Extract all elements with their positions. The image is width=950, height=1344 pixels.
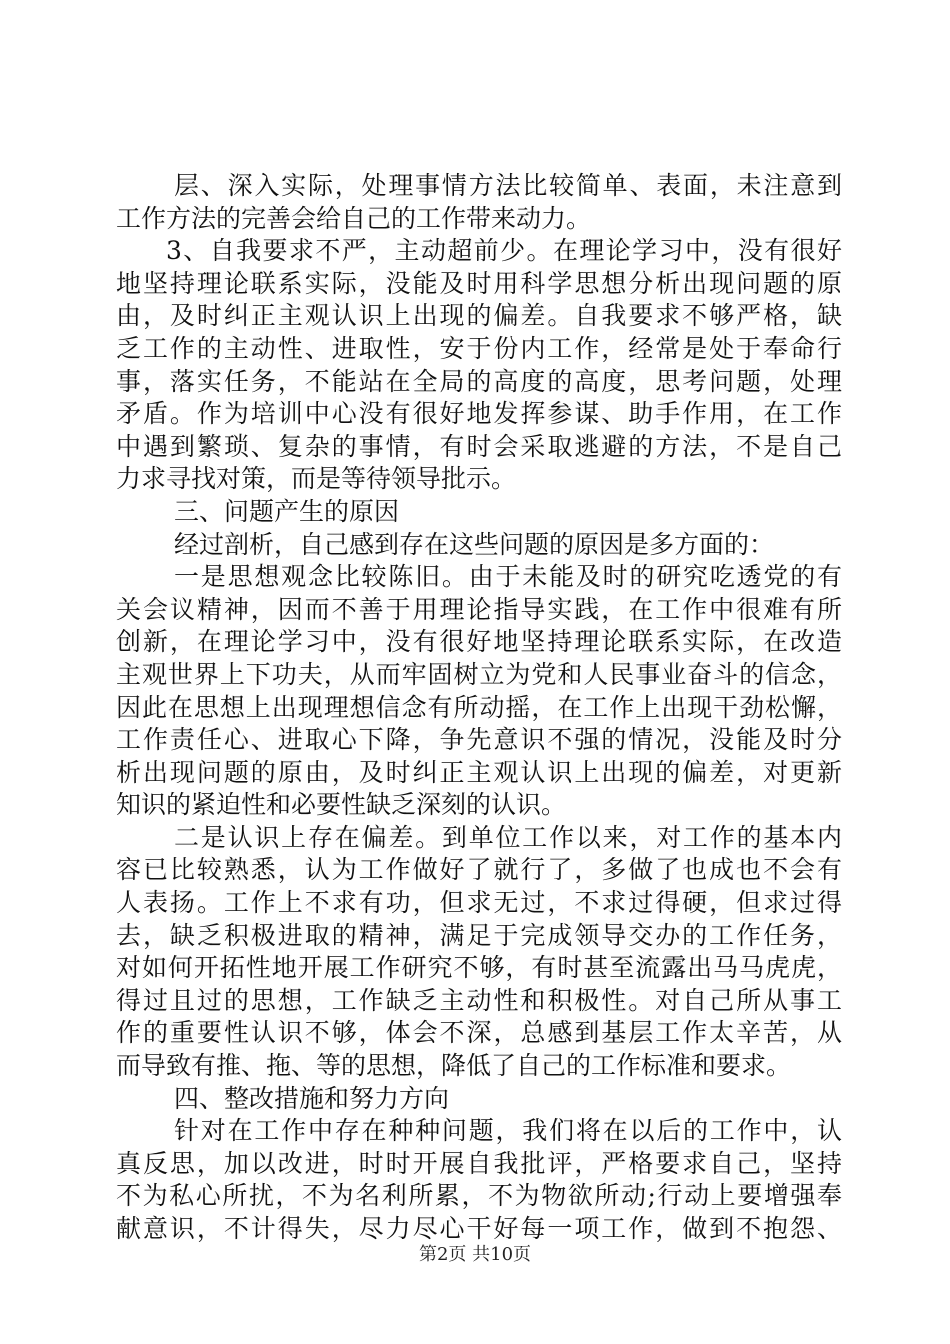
- text-line: 三、问题产生的原因: [174, 496, 400, 526]
- text-line: 知识的紧迫性和必要性缺乏深刻的认识。: [116, 790, 567, 820]
- text-line: 因此在思想上出现理想信念有所动摇，在工作上出现干劲松懈，: [116, 692, 842, 722]
- text-line: 真反思，加以改进，时时开展自我批评，严格要求自己，坚持: [116, 1148, 842, 1178]
- text-line: 作的重要性认识不够，体会不深，总感到基层工作太辛苦，从: [116, 1018, 842, 1048]
- text-line: 力求寻找对策，而是等待领导批示。: [116, 464, 517, 494]
- text-line: 容已比较熟悉，认为工作做好了就行了，多做了也成也不会有: [116, 855, 842, 885]
- text-line: 二是认识上存在偏差。到单位工作以来，对工作的基本内: [174, 822, 842, 852]
- text-line: 得过且过的思想，工作缺乏主动性和积极性。对自己所从事工: [116, 985, 842, 1015]
- text-line: 人表扬。工作上不求有功，但求无过，不求过得硬，但求过得: [116, 888, 842, 918]
- text-line: 关会议精神，因而不善于用理论指导实践，在工作中很难有所: [116, 594, 842, 624]
- text-line: 工作方法的完善会给自己的工作带来动力。: [116, 203, 592, 233]
- page-number-footer: 第2页 共10页: [418, 1244, 532, 1265]
- text-line: 经过剖析，自己感到存在这些问题的原因是多方面的：: [174, 529, 775, 559]
- text-line: 矛盾。作为培训中心没有很好地发挥参谋、助手作用，在工作: [116, 399, 842, 429]
- text-line: 工作责任心、进取心下降，争先意识不强的情况，没能及时分: [116, 725, 842, 755]
- text-line: 而导致有推、拖、等的思想，降低了自己的工作标准和要求。: [116, 1051, 792, 1081]
- text-line: 由，及时纠正主观认识上出现的偏差。自我要求不够严格，缺: [116, 301, 842, 331]
- document-body: [116, 170, 842, 1246]
- text-line: 针对在工作中存在种种问题，我们将在以后的工作中，认: [174, 1116, 842, 1146]
- text-line: 献意识，不计得失，尽力尽心干好每一项工作，做到不抱怨、: [116, 1214, 842, 1243]
- text-line: 对如何开拓性地开展工作研究不够，有时甚至流露出马马虎虎，: [116, 953, 842, 983]
- text-line: 主观世界上下功夫，从而牢固树立为党和人民事业奋斗的信念，: [116, 659, 842, 689]
- text-line: 地坚持理论联系实际，没能及时用科学思想分析出现问题的原: [116, 268, 842, 298]
- text-line: 析出现问题的原由，及时纠正主观认识上出现的偏差，对更新: [116, 757, 842, 787]
- text-line: 乏工作的主动性、进取性，安于份内工作，经常是处于奉命行: [116, 333, 842, 363]
- text-line: 中遇到繁琐、复杂的事情，有时会采取逃避的方法，不是自己: [116, 431, 842, 461]
- text-line: 事，落实任务，不能站在全局的高度的高度，思考问题，处理: [116, 366, 842, 396]
- text-line: 一是思想观念比较陈旧。由于未能及时的研究吃透党的有: [174, 562, 842, 592]
- text-line: 3、自我要求不严，主动超前少。在理论学习中，没有很好: [166, 236, 842, 266]
- text-line: 层、深入实际，处理事情方法比较简单、表面，未注意到: [174, 171, 842, 200]
- text-line: 创新，在理论学习中，没有很好地坚持理论联系实际，在改造: [116, 627, 842, 657]
- text-line: 四、整改措施和努力方向: [174, 1083, 450, 1113]
- text-line: 不为私心所扰，不为名利所累，不为物欲所动;行动上要增强奉: [116, 1181, 842, 1211]
- text-line: 去，缺乏积极进取的精神，满足于完成领导交办的工作任务，: [116, 920, 842, 950]
